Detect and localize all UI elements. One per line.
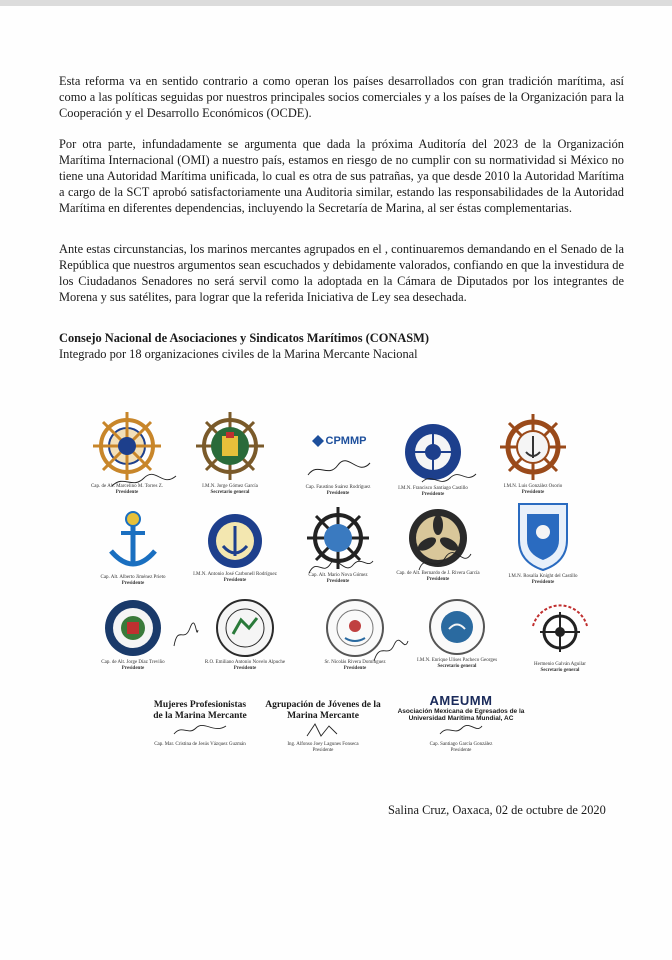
seal-icon: [103, 598, 163, 658]
org-seal-10: [488, 500, 598, 586]
signature-scribble-icon: [436, 722, 486, 738]
signatory-3: Cap. Faustino Suárez Rodríguez Presidente: [305, 485, 371, 496]
org-seal-2: [175, 410, 285, 496]
place-date: Salina Cruz, Oaxaca, 02 de octubre de 2020: [388, 803, 606, 817]
signatory-5: I.M.N. Luis González Osorio Presidente: [503, 484, 563, 495]
signature-scribble-icon: [305, 555, 375, 579]
paragraph-1: Esta reforma va en sentido contrario a como operan los países desarrollados con gran tradición marítima, así como a las políticas seguidas por nuestros principales socios comerciales y a los países de la Organización para la Cooperación y el Desarrollo Económicos (OCDE).: [59, 74, 624, 120]
paragraph-2: Por otra parte, infundadamente se argumenta que dada la próxima Auditoría del 2023 de la Organización Marítima Internacional (OMI) a nuestro país, estamos en riesgo de no cumplir con su normatividad si México no tiene una Autoridad Marítima unificada, lo cual es otra de sus patrañas, ya que desde 2010 la Autoridad Marítima a cargo de la SCT aprobó satisfactoriamente una Auditoria similar, estando las responsabilidades de la Autoridad Marítima en diferentes dependencias, incluyendo la Secretaría de Marina, al ser éstas complementarias.: [59, 137, 624, 215]
seal-icon: [215, 598, 275, 658]
signature-scribble-icon: [303, 722, 343, 740]
ship-wheel-icon: [498, 412, 568, 482]
signatory-6: Cap. Alt. Alberto Jiménez Prieto Presidente: [100, 575, 166, 586]
ship-wheel-icon: [194, 410, 266, 482]
signatory-7: I.M.N. Antonio José Carbonell Rodríguez Presidente: [193, 572, 277, 583]
signatory-12: R.O. Emiliano Antonio Novelo Alpuche Presidente: [204, 660, 286, 671]
seal-icon: [428, 598, 486, 656]
org-seal-7: [180, 512, 290, 584]
association-3-name: Asociación Mexicana de Egresados de la Universidad Marítima Mundial, AC: [397, 708, 525, 722]
association-1: [130, 700, 270, 748]
signatory-10: I.M.N. Rosalía Knight del Castillo Presidente: [508, 574, 578, 585]
signatory-2: I.M.N. Jorge Gómez García Secretario general: [202, 484, 258, 495]
shield-icon: [513, 500, 573, 572]
org-seal-14: [402, 598, 512, 670]
signature-scribble-icon: [420, 470, 480, 490]
top-border: [0, 0, 672, 6]
signature-title: Consejo Nacional de Asociaciones y Sindicatos Marítimos (CONASM): [59, 331, 429, 345]
signatory-9: Cap. de Alt. Bernardo de J. Rivera García Presidente: [396, 571, 480, 582]
signatory-11: Cap. de Alt. Jorge Díaz Treviño Presidente: [101, 660, 165, 671]
association-2-person: Ing. Alfonso Joey Lagunes Fonseca Presidente: [287, 742, 359, 753]
association-2: [258, 700, 388, 754]
cpmmp-mark-icon: [310, 433, 326, 449]
signature-scribble-icon: [170, 722, 230, 738]
org-seal-12: [190, 598, 300, 672]
signatory-13: Sr. Nicolás Rivera Domínguez Presidente: [324, 660, 386, 671]
signatory-1: Cap. de Alt. Marcelino M. Torres Z. Presidente: [90, 484, 164, 495]
signatory-14: I.M.N. Enrique Ulises Pacheco Georges Secretario general: [416, 658, 498, 669]
org-seal-6: [78, 507, 188, 587]
anchor-icon: [103, 507, 163, 573]
signatory-8: Cap. Alt. Mario Nova Gómez Presidente: [308, 573, 368, 584]
association-3: [386, 693, 536, 754]
signature-scribble-icon: [370, 635, 410, 665]
ameumm-logo: AMEUMM: [429, 693, 493, 708]
paragraph-3: Ante estas circunstancias, los marinos mercantes agrupados en el , continuaremos demandando en el Senado de la República que nuestros argumentos sean escuchados y debidamente valorados, confiando en que la investidura de los Ciudadanos Senadores no será servil como la adoptada en la Cámara de Diputados por los integrantes de Morena y sus satélites, para lograr que la referida Iniciativa de Ley sea desechada.: [59, 242, 624, 304]
association-1-person: Cap. Mar. Cristina de Jesús Vázquez Guzmán: [154, 742, 246, 747]
anchor-icon: [206, 512, 264, 570]
signature-scribble-icon: [415, 548, 475, 576]
signature-scribble-icon: [110, 472, 180, 492]
signatory-15: Hermenio Galván Aguilar Secretario general: [534, 662, 586, 673]
signatory-4: I.M.N. Francisco Santiago Castillo Presidente: [398, 486, 468, 497]
ship-wheel-icon: [525, 598, 595, 660]
signature-subtitle: Integrado por 18 organizaciones civiles de la Marina Mercante Nacional: [59, 347, 418, 361]
cpmmp-logo: CPMMP: [283, 425, 393, 457]
signature-scribble-icon: [170, 620, 200, 650]
org-seal-5: [478, 412, 588, 496]
signature-scribble-icon: [288, 457, 388, 483]
association-1-name: Mujeres Profesionistas de la Marina Mercante: [153, 700, 247, 721]
association-2-name: Agrupación de Jóvenes de la Marina Mercante: [265, 700, 381, 721]
association-3-person: Cap. Santiago García González Presidente: [429, 742, 493, 753]
org-seal-15: [505, 598, 615, 674]
org-seal-3: [283, 425, 393, 497]
